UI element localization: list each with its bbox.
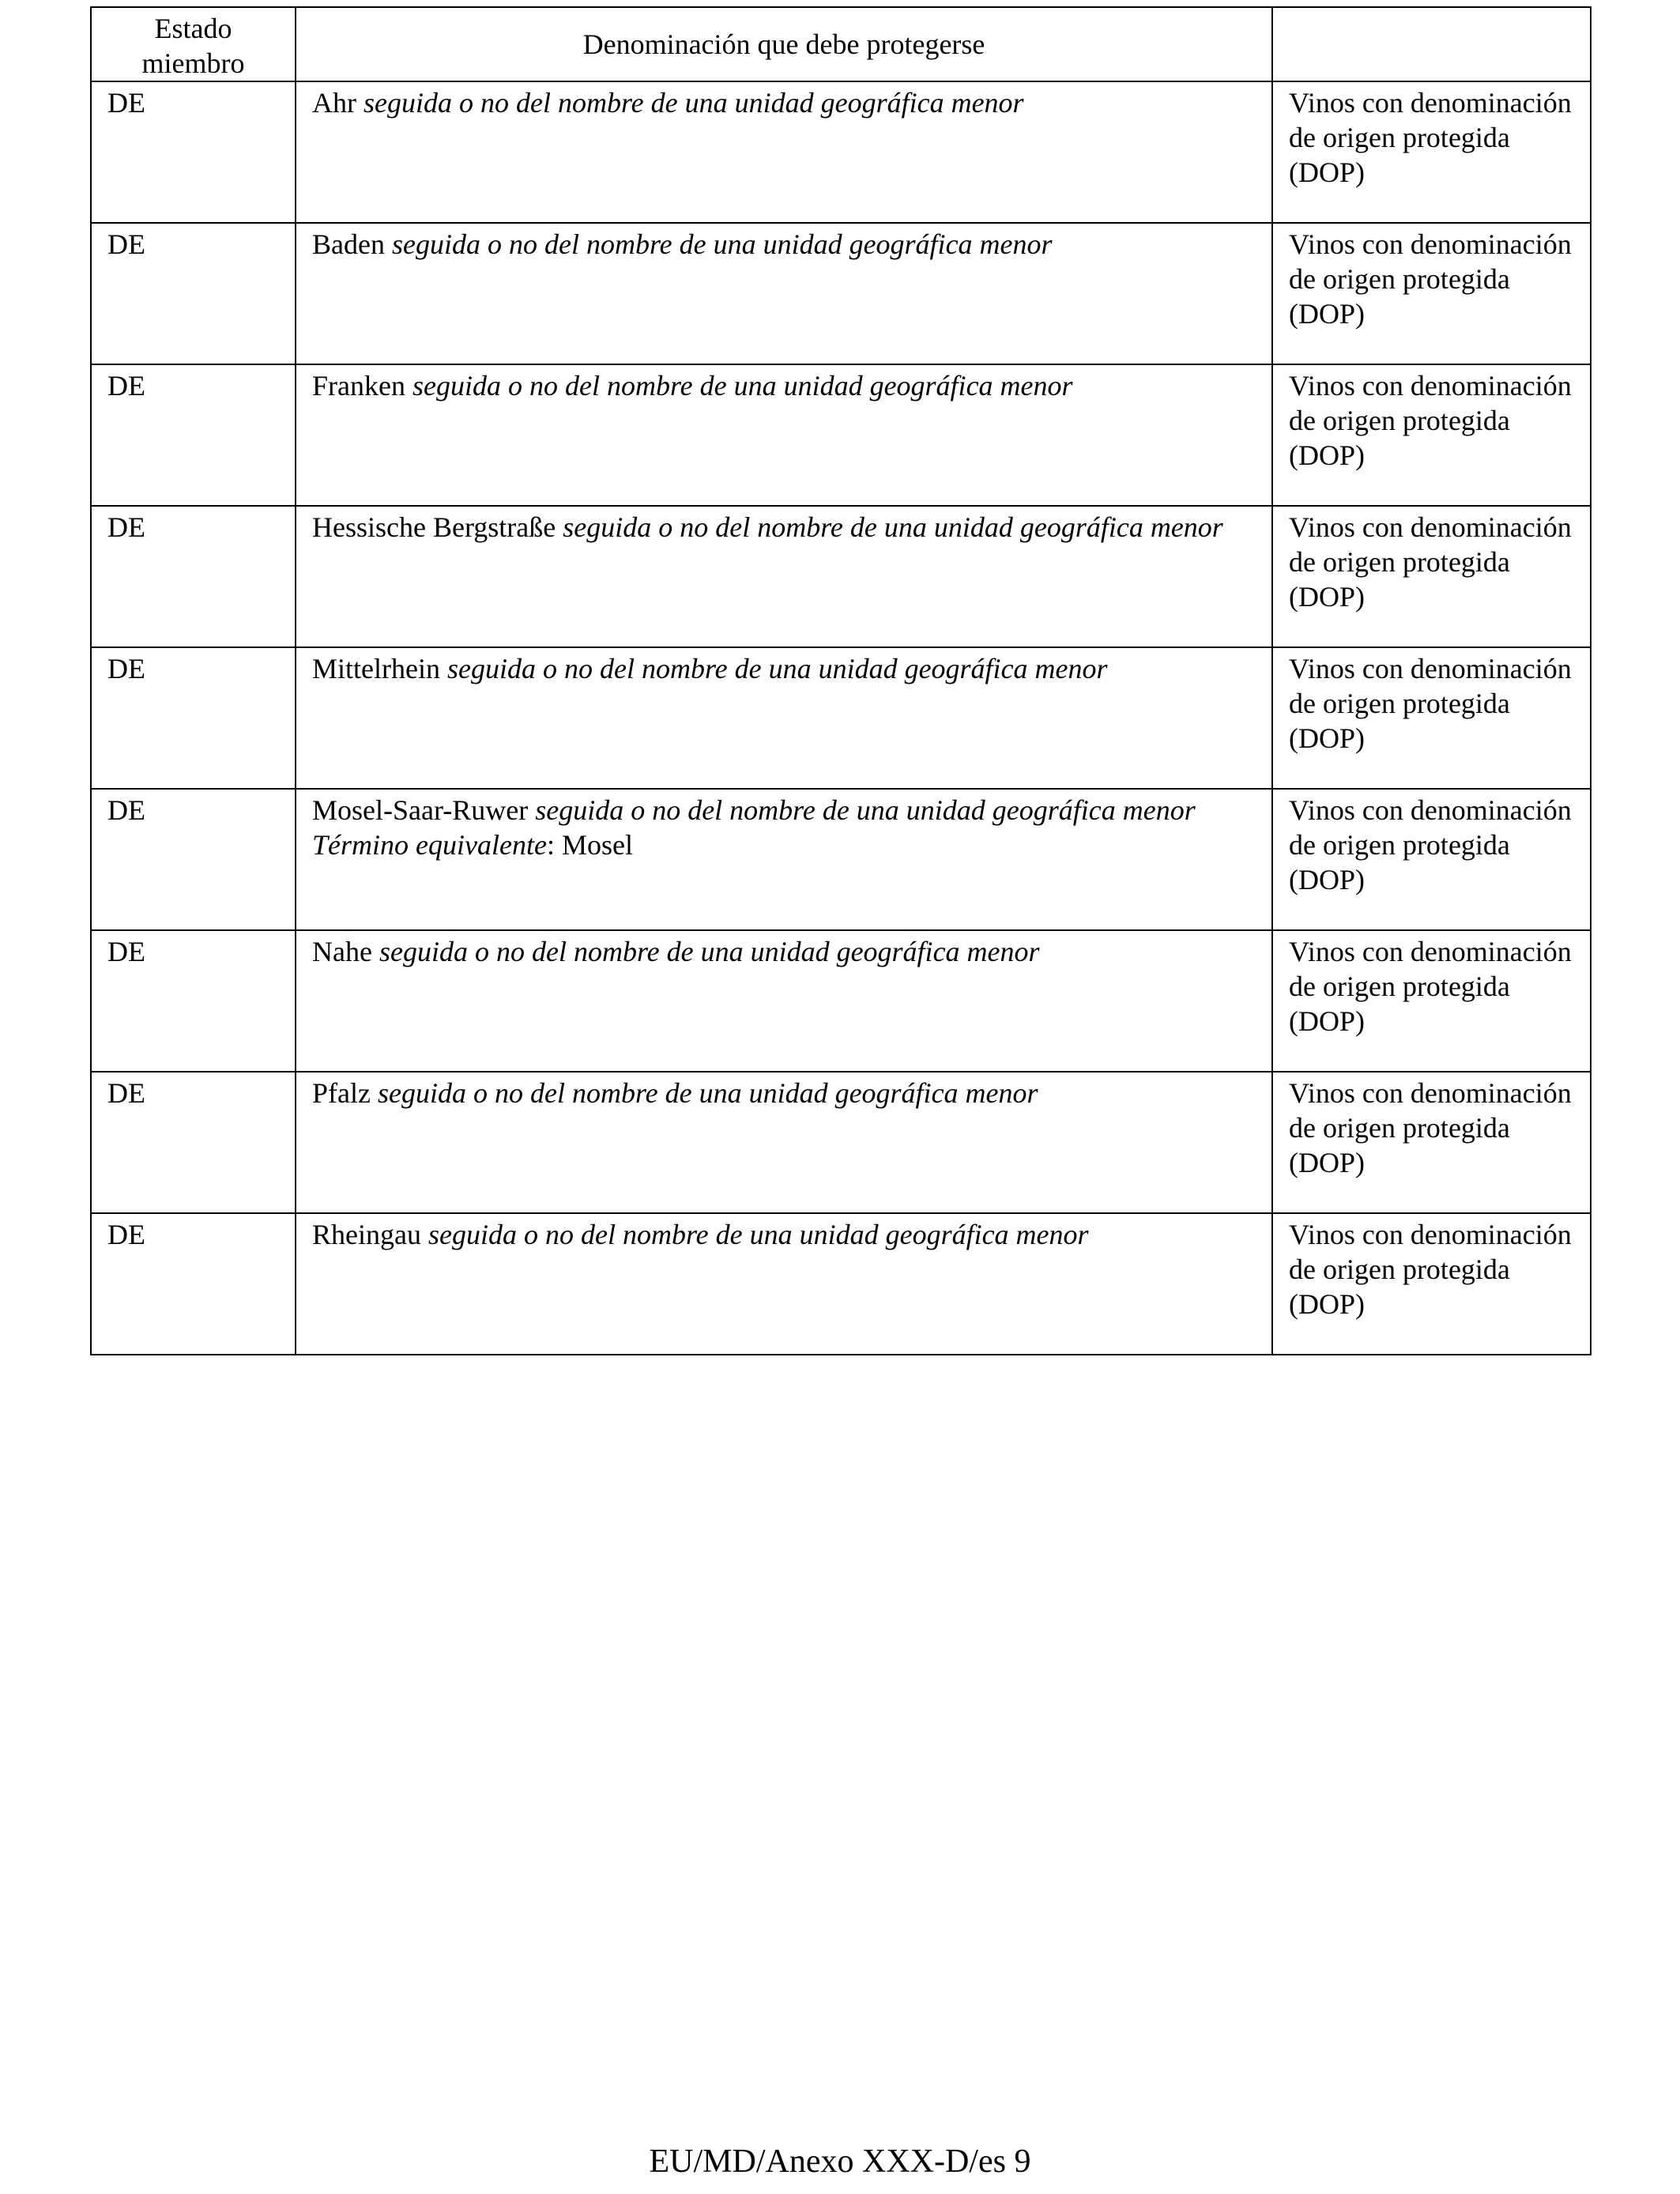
name-text: Rheingau	[312, 1219, 421, 1250]
cell-category: Vinos con denominación de origen protegida (DOP)	[1272, 506, 1591, 647]
equivalent-term-value: : Mosel	[546, 829, 633, 861]
name-qualifier: seguida o no del nombre de una unidad geográfica menor	[363, 87, 1024, 119]
cell-category: Vinos con denominación de origen protegida (DOP)	[1272, 81, 1591, 223]
name-text: Franken	[312, 370, 405, 401]
header-member-state-line2: miembro	[141, 47, 245, 79]
name-text: Mosel-Saar-Ruwer	[312, 794, 529, 826]
name-text: Hessische Bergstraße	[312, 511, 556, 543]
name-qualifier: seguida o no del nombre de una unidad geográfica menor	[379, 936, 1040, 967]
table-row	[91, 647, 1591, 789]
cell-protected-name	[296, 647, 1272, 789]
table-row	[91, 1072, 1591, 1213]
name-text: Baden	[312, 228, 385, 260]
table-row	[91, 223, 1591, 364]
cell-member-state: DE	[91, 81, 296, 223]
table-row	[91, 789, 1591, 930]
table-row	[91, 506, 1591, 647]
name-qualifier: seguida o no del nombre de una unidad geográfica menor	[563, 511, 1223, 543]
cell-category: Vinos con denominación de origen protegida (DOP)	[1272, 930, 1591, 1072]
cell-protected-name	[296, 364, 1272, 506]
header-category	[1272, 7, 1591, 81]
table-row	[91, 1213, 1591, 1355]
cell-member-state: DE	[91, 223, 296, 364]
cell-protected-name	[296, 930, 1272, 1072]
table-body	[91, 81, 1591, 1355]
cell-protected-name	[296, 81, 1272, 223]
cell-protected-name	[296, 1072, 1272, 1213]
name-qualifier: seguida o no del nombre de una unidad geográfica menor	[446, 653, 1108, 684]
cell-member-state: DE	[91, 1072, 296, 1213]
name-text: Pfalz	[312, 1077, 371, 1109]
name-qualifier: seguida o no del nombre de una unidad geográfica menor	[535, 794, 1196, 826]
protected-names-table	[90, 6, 1591, 1355]
equivalent-term-label: Término equivalente	[312, 829, 547, 861]
header-protected-name: Denominación que debe protegerse	[296, 7, 1272, 81]
cell-category: Vinos con denominación de origen protegida (DOP)	[1272, 647, 1591, 789]
cell-member-state: DE	[91, 1213, 296, 1355]
cell-category: Vinos con denominación de origen protegida (DOP)	[1272, 1213, 1591, 1355]
name-text: Nahe	[312, 936, 372, 967]
name-qualifier: seguida o no del nombre de una unidad geográfica menor	[377, 1077, 1038, 1109]
cell-protected-name	[296, 1213, 1272, 1355]
page-footer-reference: EU/MD/Anexo XXX-D/es 9	[649, 2143, 1031, 2180]
cell-member-state: DE	[91, 930, 296, 1072]
name-qualifier: seguida o no del nombre de una unidad geográfica menor	[391, 228, 1053, 260]
cell-member-state: DE	[91, 364, 296, 506]
header-row	[91, 7, 1591, 81]
table-row	[91, 364, 1591, 506]
name-text: Mittelrhein	[312, 653, 440, 684]
name-qualifier: seguida o no del nombre de una unidad geográfica menor	[412, 370, 1073, 401]
table-header	[91, 7, 1591, 81]
cell-category: Vinos con denominación de origen protegida (DOP)	[1272, 364, 1591, 506]
cell-protected-name	[296, 223, 1272, 364]
cell-member-state: DE	[91, 647, 296, 789]
name-qualifier: seguida o no del nombre de una unidad geográfica menor	[428, 1219, 1089, 1250]
cell-member-state: DE	[91, 506, 296, 647]
name-text: Ahr	[312, 87, 356, 119]
cell-protected-name	[296, 789, 1272, 930]
cell-protected-name	[296, 506, 1272, 647]
cell-category: Vinos con denominación de origen protegida (DOP)	[1272, 1072, 1591, 1213]
header-member-state-line1: Estado	[154, 13, 232, 44]
header-member-state	[91, 7, 296, 81]
table-row	[91, 81, 1591, 223]
table-row	[91, 930, 1591, 1072]
cell-member-state: DE	[91, 789, 296, 930]
cell-category: Vinos con denominación de origen protegida (DOP)	[1272, 789, 1591, 930]
cell-category: Vinos con denominación de origen protegida (DOP)	[1272, 223, 1591, 364]
